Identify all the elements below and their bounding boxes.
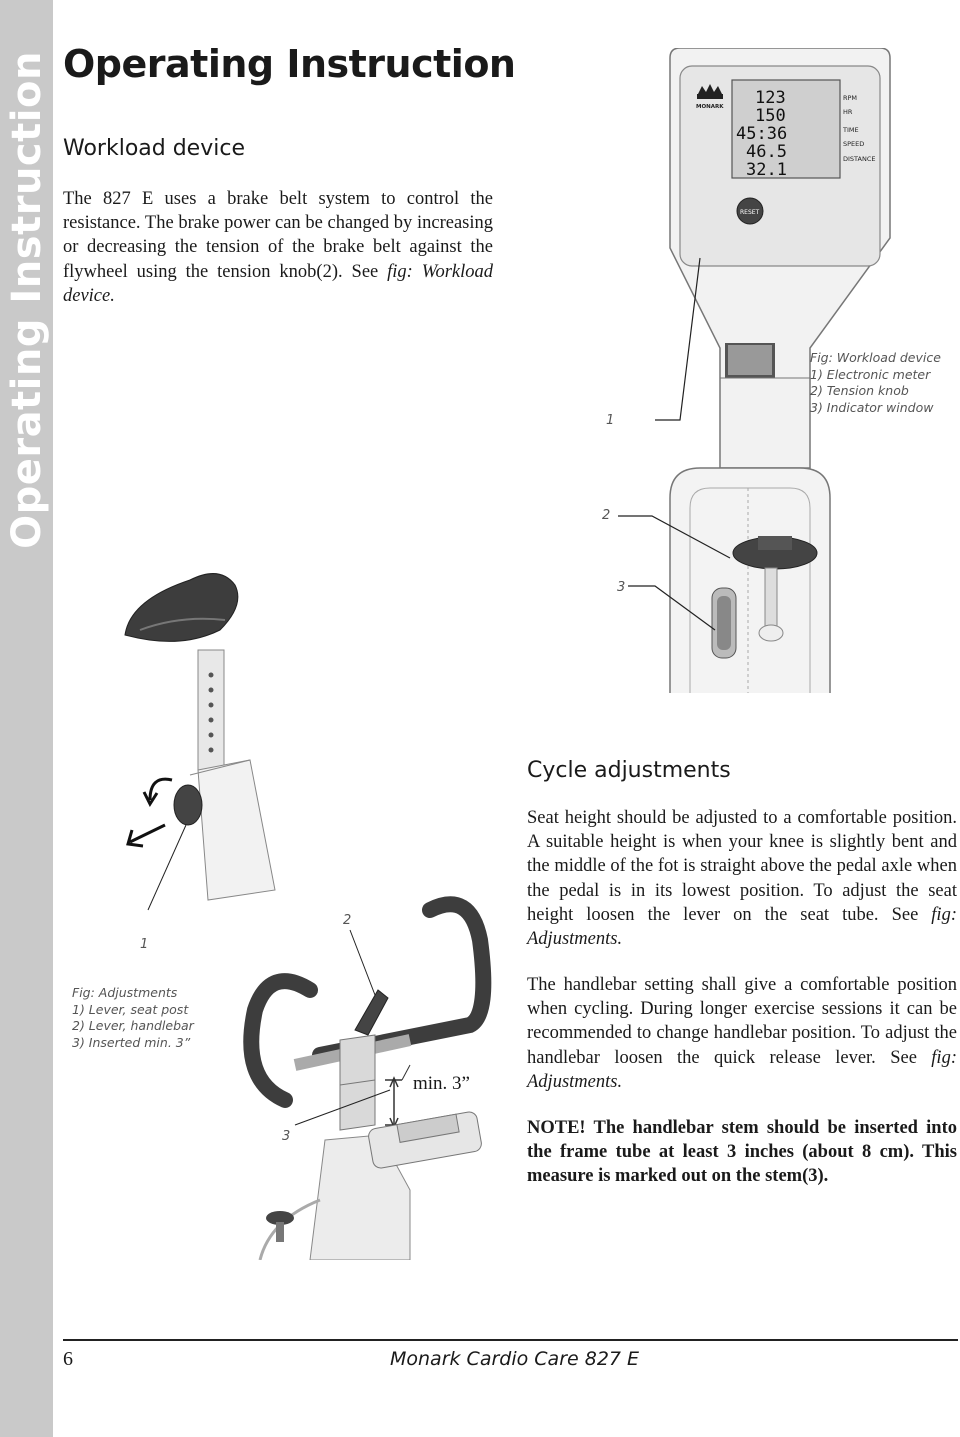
footer-rule: [63, 1339, 958, 1341]
display-value-hr: 150: [755, 106, 786, 126]
cycle-adjustments-heading: Cycle adjustments: [527, 758, 731, 783]
caption-line: Fig: Adjustments: [72, 985, 178, 1000]
callout-2: 2: [602, 508, 611, 523]
display-value-speed: 46.5: [746, 142, 787, 162]
handlebar-figure-reference: fig: Adjustments.: [527, 1047, 957, 1092]
handlebar-text: The handlebar setting shall give a comfortable position when cycling. During longer exercise sessions it can be recommended to change handlebar position. To adjust the handlebar loosen the quick release lever. See: [527, 975, 957, 1068]
callout-3: 3: [282, 1129, 291, 1144]
display-value-rpm: 123: [755, 88, 786, 108]
display-label-time: TIME: [843, 126, 859, 134]
footer-title: Monark Cardio Care 827 E: [390, 1348, 640, 1370]
display-value-distance: 32.1: [746, 160, 787, 180]
callout-1: 1: [606, 413, 615, 428]
seat-height-figure-reference: fig: Adjustments.: [527, 904, 957, 950]
callout-1: 1: [140, 937, 149, 952]
caption-line: 2) Lever, handlebar: [72, 1018, 194, 1033]
display-label-hr: HR: [843, 108, 853, 116]
workload-paragraph: [63, 187, 493, 308]
min-length-label: min. 3”: [413, 1073, 470, 1094]
display-value-time: 45:36: [736, 124, 788, 144]
workload-paragraph-text: The 827 E uses a brake belt system to control the resistance. The brake power can be changed by increasing or decreasing the tension of the brake belt against the flywheel using the tension knob(2). See: [63, 189, 493, 282]
seat-height-text: Seat height should be adjusted to a comfortable position. A suitable height is when your knee is slightly bent and the middle of the fot is straight above the pedal axle when the pedal is in its lowest position. To adjust the seat height loosen the lever on the seat tube. See: [527, 808, 957, 925]
note-paragraph: NOTE! The handlebar stem should be inserted into the frame tube at least 3 inches (about 8 cm). This measure is marked out on the stem(3).: [527, 1118, 957, 1187]
brand-label: MONARK: [696, 104, 724, 110]
caption-line: 2) Tension knob: [810, 383, 909, 398]
workload-figure-caption: [810, 350, 941, 416]
sidebar-label: Operating Instruction: [4, 51, 50, 549]
display-label-speed: SPEED: [843, 140, 865, 148]
page-title: Operating Instruction: [63, 42, 516, 86]
workload-figure-reference: fig: Workload device.: [63, 261, 493, 306]
page-number: 6: [63, 1348, 73, 1370]
callout-2: 2: [343, 913, 352, 928]
display-label-distance: DISTANCE: [843, 155, 876, 163]
caption-line: Fig: Workload device: [810, 350, 941, 365]
handlebar-paragraph: [527, 973, 957, 1094]
caption-line: 1) Lever, seat post: [72, 1001, 189, 1017]
reset-label: RESET: [740, 209, 760, 216]
adjustments-figure: [110, 560, 510, 1260]
caption-line: 3) Inserted min. 3”: [72, 1034, 191, 1050]
handlebar-lever: [355, 990, 388, 1035]
display-label-rpm: RPM: [843, 94, 858, 102]
adjustments-figure-caption: [72, 985, 194, 1051]
caption-line: 1) Electronic meter: [810, 366, 931, 382]
seat-height-paragraph: [527, 806, 957, 951]
caption-line: 3) Indicator window: [810, 399, 934, 415]
sidebar-tab: [0, 0, 53, 1437]
callout-3: 3: [617, 580, 626, 595]
workload-heading: Workload device: [63, 136, 245, 161]
seat-lever: [174, 785, 202, 825]
